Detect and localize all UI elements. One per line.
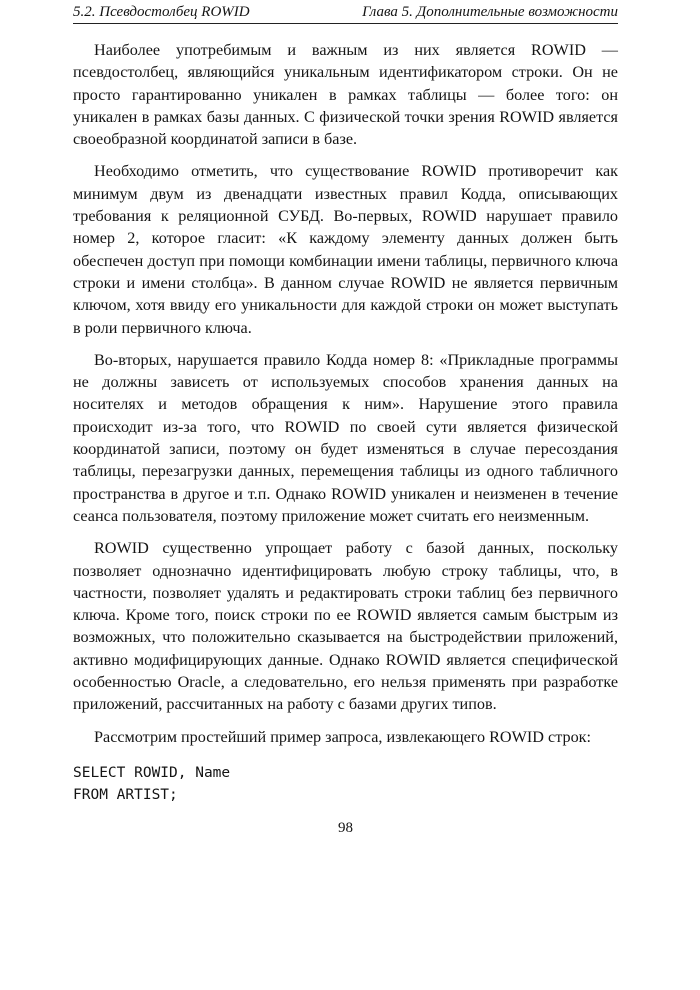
code-listing bbox=[73, 762, 230, 806]
section-title: 5.2. Псевдостолбец ROWID bbox=[73, 4, 250, 20]
header-rule bbox=[73, 23, 618, 24]
code-line-1: SELECT ROWID, Name bbox=[73, 765, 231, 781]
running-header bbox=[73, 2, 618, 22]
code-line-2: FROM ARTIST; bbox=[73, 787, 178, 803]
paragraph-1: Наиболее употребимым и важным из них является ROWID — псевдостолбец, являющийся уникальным идентификатором строки. Он не просто гарантированно уникален в рамках таблицы — более того: он уникален в рамках базы данных. С физической точки зрения ROWID является своеобразной координатой записи в базе. bbox=[73, 41, 618, 149]
body-text bbox=[73, 39, 618, 758]
paragraph-4: ROWID существенно упрощает работу с базой данных, поскольку позволяет однозначно идентифицировать любую строку таблицы, что, в частности, позволяет удалять и редактировать строки таблиц без первичного ключа. Кроме того, поиск строки по ее ROWID является самым быстрым из возможных, что положительно сказывается на быстродействии приложений, активно модифицирующих данные. Однако ROWID является специфической особенностью Oracle, а следовательно, его нельзя применять при разработке приложений, рассчитанных на работу с базами других типов. bbox=[73, 539, 618, 714]
chapter-title: Глава 5. Дополнительные возможности bbox=[362, 4, 618, 20]
paragraph-5: Рассмотрим простейший пример запроса, извлекающего ROWID строк: bbox=[94, 727, 592, 746]
paragraph-2: Необходимо отметить, что существование ROWID противоречит как минимум двум из двенадцати известных правил Кодда, описывающих требования к реляционной СУБД. Во-первых, ROWID нарушает правило номер 2, которое гласит: «К каждому элементу данных должен быть обеспечен доступ при помощи комбинации имени таблицы, первичного ключа строки и имени столбца». В данном случае ROWID не является первичным ключом, хотя ввиду его уникальности для каждой строки он может выступать в роли первичного ключа. bbox=[73, 162, 618, 337]
page-number: 98 bbox=[338, 820, 353, 836]
paragraph-3: Во-вторых, нарушается правило Кодда номер 8: «Прикладные программы не должны зависеть от используемых способов хранения данных на носителях и методов обращения к ним». Нарушение этого правила происходит из-за того, что ROWID по своей сути является физической координатой записи, поэтому он будет изменяться в случае пересоздания таблицы, перезагрузки данных, перемещения таблицы из одного табличного пространства в другое и т.п. Однако ROWID уникален и неизменен в течение сеанса пользователя, поэтому приложение может считать его неизменным. bbox=[73, 350, 618, 525]
